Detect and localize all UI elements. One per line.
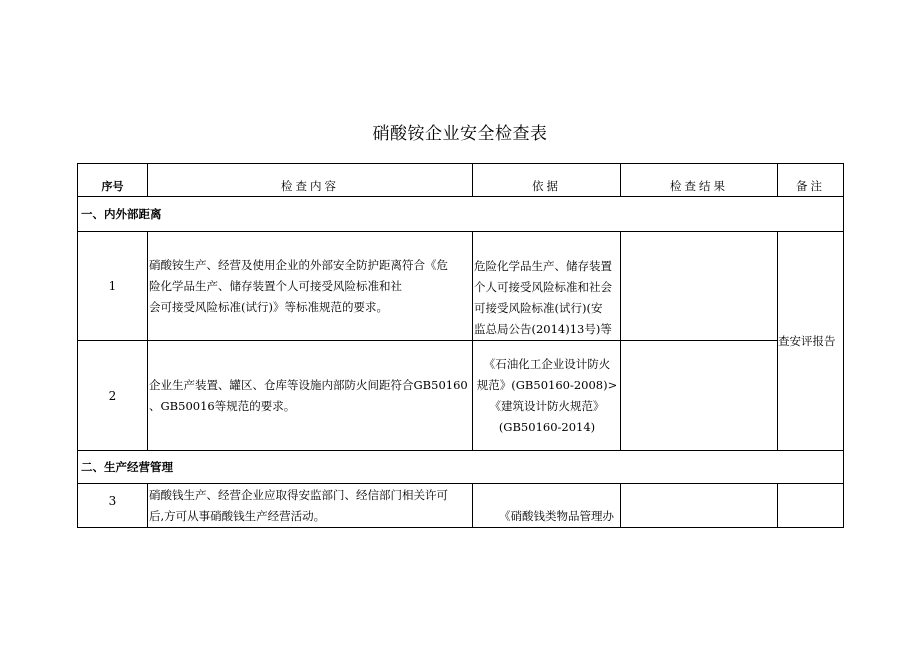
section-row: [78, 451, 844, 484]
table-row: [78, 484, 844, 528]
header-basis: 依据: [473, 164, 621, 197]
row-basis: 《硝酸钱类物品管理办: [473, 484, 621, 528]
row-result: [621, 341, 778, 451]
inspection-table: [77, 163, 844, 528]
page-title: 硝酸铵企业安全检查表: [372, 124, 548, 144]
row-no: 1: [78, 232, 148, 341]
row-content: 硝酸钱生产、经营企业应取得安监部门、经信部门相关许可 后,方可从事硝酸钱生产经营活动。: [148, 484, 473, 528]
row-no: 2: [78, 341, 148, 451]
row-result: [621, 484, 778, 528]
row-content: 硝酸铵生产、经营及使用企业的外部安全防护距离符合《危 险化学品生产、储存装置个人可接受风险标准和社 会可接受风险标准(试行)》等标准规范的要求。: [148, 232, 473, 341]
row-result: [621, 232, 778, 341]
header-content: 检查内容: [148, 164, 473, 197]
header-remark: 备注: [778, 164, 844, 197]
table-row: [78, 232, 844, 341]
section-title: 一、内外部距离: [78, 197, 844, 232]
row-content: 企业生产装置、罐区、仓库等设施内部防火间距符合GB50160 、GB50016等规范的要求。: [148, 341, 473, 451]
row-remark: [778, 484, 844, 528]
section-title: 二、生产经营管理: [78, 451, 844, 484]
row-no: 3: [78, 484, 148, 528]
table-row: [78, 341, 844, 451]
row-basis: 危险化学品生产、储存装置 个人可接受风险标准和社会 可接受风险标准(试行)(安 监总局公告(2014)13号)等: [473, 232, 621, 341]
header-row: [78, 164, 844, 197]
row-basis: 《石油化工企业设计防火 规范》(GB50160-2008)> 《建筑设计防火规范》 (GB50160-2014): [473, 341, 621, 451]
header-no: 序号: [78, 164, 148, 197]
remark-cell: 查安评报告: [778, 232, 844, 451]
section-row: [78, 197, 844, 232]
header-result: 检查结果: [621, 164, 778, 197]
